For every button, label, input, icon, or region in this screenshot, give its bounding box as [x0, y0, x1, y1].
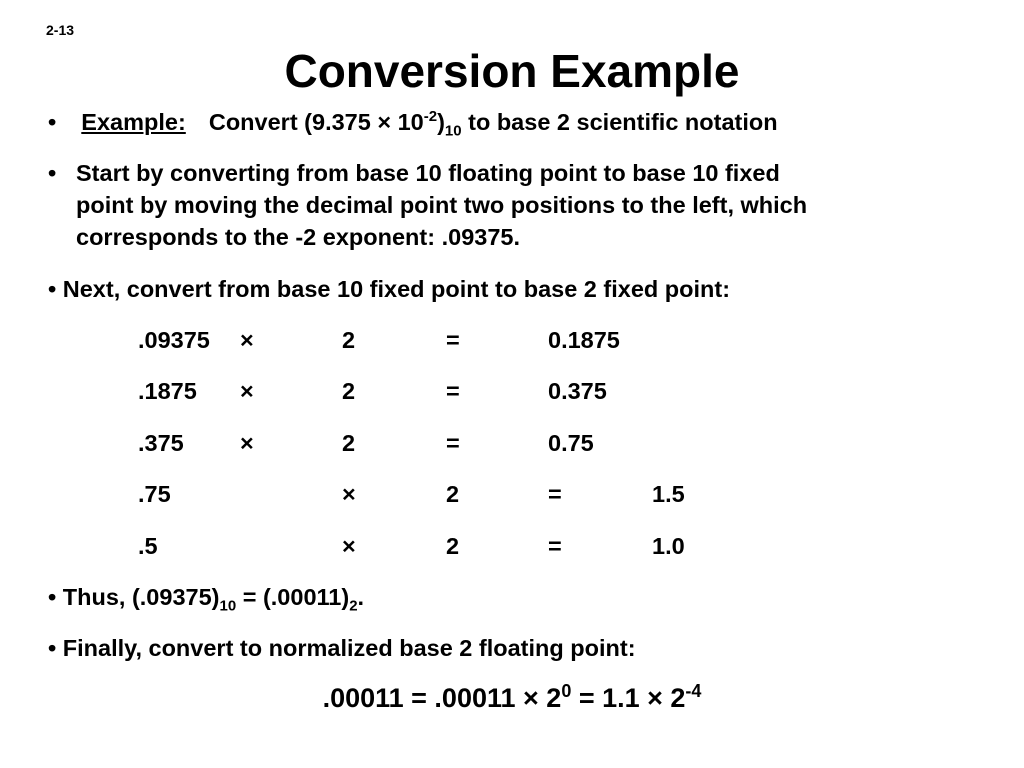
- base-subscript: 10: [444, 122, 462, 140]
- row-3-times: ×: [240, 430, 254, 456]
- bullet-1-text-b: ): [437, 109, 445, 135]
- row-1-result: 0.1875: [548, 327, 620, 353]
- row-3-result: 0.75: [548, 430, 594, 456]
- row-4-times: ×: [342, 481, 356, 507]
- row-4-value: .75: [138, 481, 171, 507]
- bullet-1-text-c: to base 2 scientific notation: [461, 109, 778, 135]
- row-1-times: ×: [240, 327, 254, 353]
- row-4-multiplier: 2: [446, 481, 460, 507]
- row-2-value: .1875: [138, 378, 197, 404]
- bullet-2-line-1: Start by converting from base 10 floating point to base 10 fixed: [76, 160, 780, 186]
- row-1-multiplier: 2: [342, 327, 356, 353]
- bullet-2-line-3: corresponds to the -2 exponent: .09375.: [76, 224, 520, 250]
- row-2-multiplier: 2: [342, 378, 356, 404]
- row-4-result: 1.5: [652, 481, 685, 507]
- bullet-3: • Next, convert from base 10 fixed point to base 2 fixed point:: [48, 276, 731, 302]
- row-2-result: 0.375: [548, 378, 607, 404]
- bullet-1: [48, 108, 778, 140]
- final-equation: [0, 683, 1024, 714]
- row-2-equals: =: [446, 378, 460, 404]
- row-5-multiplier: 2: [446, 533, 460, 559]
- final-eq-text-b: = 1.1 × 2: [571, 683, 686, 713]
- row-5-times: ×: [342, 533, 356, 559]
- base-10-subscript: 10: [219, 597, 237, 615]
- row-3-equals: =: [446, 430, 460, 456]
- bullet-1-text-a: Convert (9.375 × 10: [208, 109, 424, 135]
- bullet-2-line-2: point by moving the decimal point two positions to the left, which: [76, 192, 808, 218]
- bullet-2-marker: •: [48, 160, 57, 186]
- slide-title: Conversion Example: [284, 45, 740, 97]
- bullet-5: • Finally, convert to normalized base 2 floating point:: [48, 635, 636, 661]
- bullet-4-text-c: .: [357, 584, 365, 610]
- row-1-value: .09375: [138, 327, 210, 353]
- final-eq-text-a: .00011 = .00011 × 2: [322, 683, 562, 713]
- exponent-minus-four: -4: [685, 681, 702, 701]
- bullet-4: [48, 584, 365, 615]
- row-4-equals: =: [548, 481, 562, 507]
- row-5-equals: =: [548, 533, 562, 559]
- row-1-equals: =: [446, 327, 460, 353]
- bullet-marker: •: [48, 109, 57, 135]
- page-number: 2-13: [46, 22, 75, 38]
- row-3-value: .375: [138, 430, 184, 456]
- exponent-zero: 0: [561, 681, 572, 701]
- row-5-value: .5: [138, 533, 158, 559]
- row-2-times: ×: [240, 378, 254, 404]
- base-2-subscript: 2: [349, 597, 358, 615]
- bullet-4-text-a: • Thus, (.09375): [48, 584, 220, 610]
- exponent: -2: [423, 108, 438, 126]
- row-3-multiplier: 2: [342, 430, 356, 456]
- bullet-4-text-b: = (.00011): [236, 584, 350, 610]
- example-label: Example:: [81, 109, 186, 135]
- row-5-result: 1.0: [652, 533, 685, 559]
